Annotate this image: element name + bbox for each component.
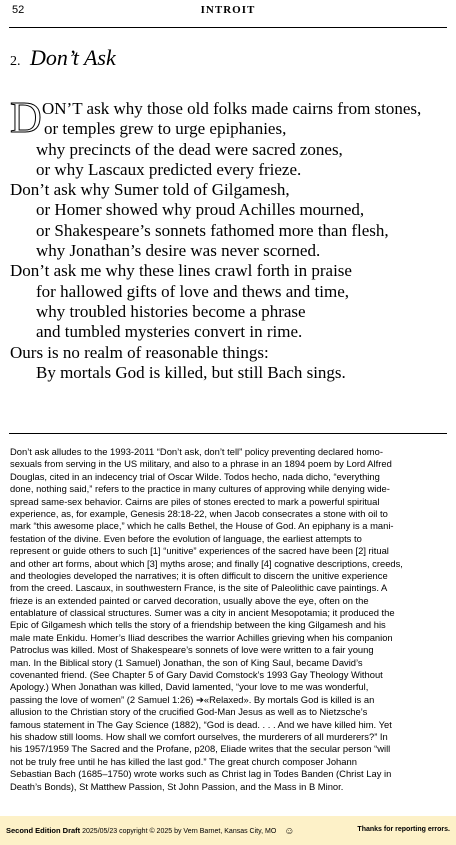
poem-line: By mortals God is killed, but still Bach sings. <box>36 362 346 382</box>
footnote-line: Apology.) When Jonathan was killed, David lamented, “your love to me was wonderful, <box>10 681 369 693</box>
poem-line: or Homer showed why proud Achilles mourned, <box>36 200 365 220</box>
page-footer <box>0 816 456 845</box>
poem-line: Don’t ask me why these lines crawl forth in praise <box>10 261 352 281</box>
footnote-line: covenanted friend. (See Chapter 5 of Gary David Comstock’s 1993 Gay Theology Without <box>10 669 383 681</box>
footer-draft-info <box>6 826 294 837</box>
footnote-line: and other art forms, about which [3] myths arose; and finally [4] cognative descriptions, creeds, <box>10 557 403 569</box>
footnote-line: famous statement in The Gay Science (1882), “God is dead. . . . And we have killed him. Yet <box>10 718 392 730</box>
footnote-line: spread same-sex behavior. Cairns are piles of stones erected to mark a powerful spiritual <box>10 495 380 507</box>
footnote-line: mark “this awesome place,” which he calls Bethel, the House of God. An epiphany is a mani- <box>10 520 394 532</box>
poem-line: or temples grew to urge epiphanies, <box>44 119 287 139</box>
footnote-line: Patroclus was killed. Most of Shakespeare’s sonnets of love were written to a fair young <box>10 644 374 656</box>
poem-line: Ours is no realm of reasonable things: <box>10 342 269 362</box>
footnote-line: Don’t ask alludes to the 1993-2011 “Don’t ask, don’t tell” policy preventing declared homo- <box>10 446 383 457</box>
thanks-text: Thanks for reporting errors. <box>357 826 450 833</box>
section-title <box>10 45 116 71</box>
poem-line: or Shakespeare’s sonnets fathomed more than flesh, <box>36 220 389 240</box>
header-rule <box>9 27 447 28</box>
first-line-text: ON’T ask why those old folks made cairns from stones, <box>42 99 422 118</box>
poem-line: or why Lascaux predicted every frieze. <box>36 159 302 179</box>
running-head: INTROIT <box>200 4 256 16</box>
poem-line: why troubled histories become a phrase <box>36 301 306 321</box>
page-header <box>0 0 456 28</box>
footnote-line: his shadow still looms. How shall we comfort ourselves, the murderers of all murderers?” In <box>10 730 388 742</box>
poem-line: why precincts of the dead were sacred zones, <box>36 139 343 159</box>
draft-label: Second Edition Draft <box>6 826 81 835</box>
poem-line: Don’t ask why Sumer told of Gilgamesh, <box>10 180 290 200</box>
footnote-line: Douglas, cited in an indecency trial of Oscar Wilde. Todos hecho, nada dicho, “everything <box>10 470 380 482</box>
footnote-line: Sebastian Bach (1685–1750) wrote works such as Christ lag in Todes Banden (Christ Lay in <box>10 768 392 780</box>
poem-line: for hallowed gifts of love and thews and time, <box>36 281 350 301</box>
drop-cap: D <box>10 93 42 142</box>
footnote-line: represent or guide others to such [1] “unitive” experiences of the sacred have been [2] ritual <box>10 545 389 557</box>
footnote-line: done, nothing said,” refers to the practice in many cultures of approving while denying wide- <box>10 483 390 495</box>
footnote-line: man. In the Biblical story (1 Samuel) Jonathan, the son of King Saul, became David’s <box>10 656 363 668</box>
footnote-line: and theologies developed the narratives; it is often difficult to discern the unitive experience <box>10 569 388 581</box>
footnote-line: his 1957/1959 The Sacred and the Profane, p208, Eliade writes that the secular person “will <box>10 743 391 755</box>
footnote-line: experience, as, for example, Genesis 28:18-22, when Jacob consecrates a stone with oil to <box>10 507 388 519</box>
footnote-line: frieze is an extended painted or carved decoration, usually above the eye, often on the <box>10 594 369 606</box>
footnote-line: allusion to the Christian story of the crucified God-Man Jesus as well as to Nietzsche’s <box>10 706 368 718</box>
footnote-line: male mate Enkidu. Homer’s Iliad describes the warrior Achilles grieving when his companion <box>10 631 393 643</box>
footnote-line: Death’s Bonds), St Matthew Passion, St John Passion, and the Mass in B Minor. <box>10 780 344 792</box>
poem-line: and tumbled mysteries convert in rime. <box>36 322 303 342</box>
footnote-line: not be truly free until he has killed the last god.” The great church composer Johann <box>10 755 357 767</box>
footnote-line: entablature of classical structures. Sumer was a city in ancient Mesopotamia; it produced the <box>10 607 395 619</box>
section-title-text: Don’t Ask <box>30 45 116 70</box>
copyright-text: 2025/05/23 copyright © 2025 by Vern Barnet, Kansas City, MO <box>82 828 277 835</box>
footnote <box>10 446 448 793</box>
footnote-line: passing the love of women” (2 Samuel 1:26) ➔«Relaxed». By mortals God is killed is an <box>10 693 375 705</box>
footnote-line: festation of the divine. Even before the evolution of language, the earliest attempts to <box>10 532 362 544</box>
footnote-rule <box>9 433 447 434</box>
section-number: 2. <box>10 54 21 69</box>
footnote-line: from the creed. Lascaux, in southwestern France, is the site of Paleolithic cave paintings. A <box>10 582 388 594</box>
smiley-icon: ☺ <box>284 826 295 837</box>
poem <box>10 93 450 383</box>
poem-line: why Jonathan’s desire was never scorned. <box>36 241 321 261</box>
page-number: 52 <box>12 4 25 16</box>
footnote-line: Epic of Gilgamesh which tells the story of a friendship between the king Gilgamesh and his <box>10 619 386 631</box>
footnote-line: sexuals from serving in the US military, and also to a phrase in an 1894 poem by Lord Alfred <box>10 458 392 470</box>
